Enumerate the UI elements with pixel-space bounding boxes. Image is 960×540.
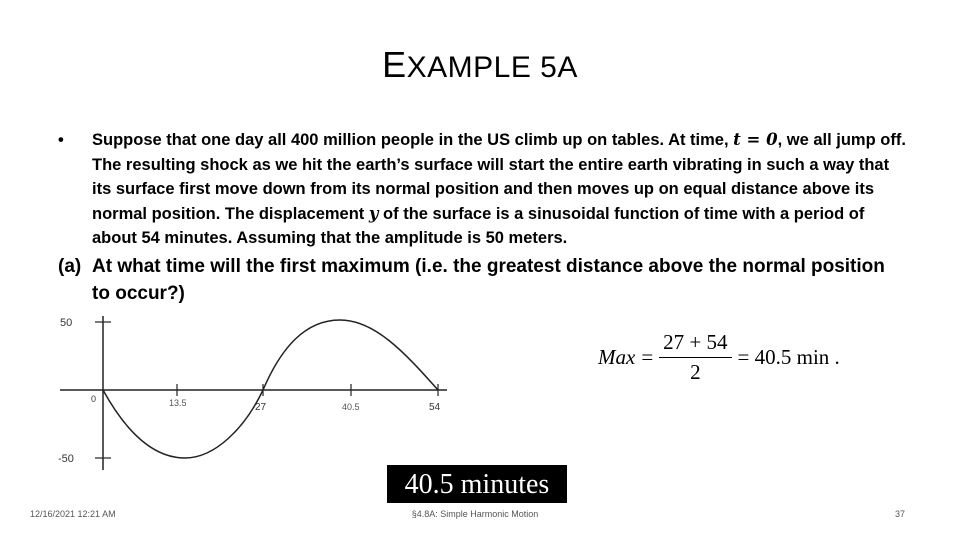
math-t-equals-zero: t = 0 [733, 130, 778, 149]
formula-fraction [659, 330, 731, 385]
bullet: • [58, 131, 64, 149]
question-label: (a) [58, 255, 82, 277]
slide-title [0, 44, 960, 86]
formula-result: = 40.5 min . [737, 345, 840, 369]
x-label: 40.5 [342, 402, 360, 412]
slide-body [58, 128, 908, 307]
y-label-bottom: -50 [58, 453, 74, 465]
problem-statement [58, 128, 908, 251]
formula-equals: = [641, 345, 654, 369]
title-part: A [557, 51, 578, 84]
problem-text: , we all jump off. The resulting shock as we hit the earth’s surface will start the entire earth vibrating in such a way that its surface first move down from its normal position and then moves up on equal distance above its normal position. The displacement [92, 131, 906, 223]
footer-date: 12/16/2021 12:21 AM [30, 509, 116, 519]
footer-section: §4.8A: Simple Harmonic Motion [411, 509, 539, 519]
problem-text: Suppose that one day all 400 million people in the US climb up on tables. At time, [92, 131, 734, 149]
question-a [58, 253, 908, 307]
y-label-top: 50 [60, 317, 73, 329]
origin-label: 0 [91, 394, 97, 404]
fraction-numerator: 27 + 54 [659, 330, 731, 358]
sine-graph-sketch [55, 308, 455, 478]
title-part: XAMPLE 5 [406, 51, 558, 84]
title-part: E [382, 44, 407, 85]
x-label: 13.5 [169, 398, 187, 408]
math-y: y [368, 203, 379, 223]
fraction-denominator: 2 [690, 360, 701, 384]
problem-text: of the surface is a sinusoidal function of time with a period of about 54 minutes. Assuming that the amplitude is 50 meters. [92, 204, 865, 247]
max-formula [598, 330, 840, 385]
answer-box: 40.5 minutes [387, 465, 567, 503]
question-text: At what time will the first maximum (i.e. the greatest distance above the normal position to occur?) [92, 255, 885, 304]
x-label: 54 [429, 402, 441, 413]
formula-lhs: Max [598, 345, 636, 369]
footer-page-number: 37 [894, 509, 905, 519]
x-label: 27 [255, 402, 267, 413]
sine-curve [103, 320, 438, 458]
